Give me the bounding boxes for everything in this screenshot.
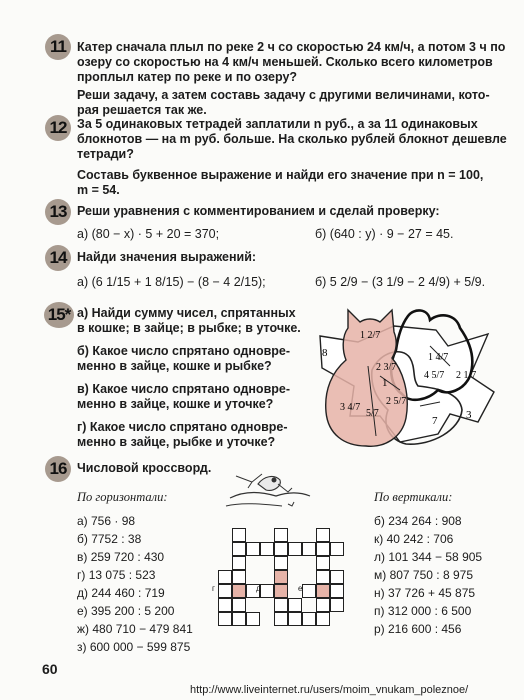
crossword-cell[interactable] [330,570,344,584]
crossword-cell[interactable] [232,556,246,570]
hidden-numbers-animals-illustration [310,306,506,454]
crossword-cell[interactable] [232,570,246,584]
task-number-badge-12: 12 [45,115,71,141]
vertical-clues-list [374,512,482,638]
task-number-badge-15: 15* [44,302,74,328]
hidden-number-4-5-7: 4 5/7 [424,370,445,381]
task-12-line-4: Составь буквенное выражение и найди его значение при n = 100, [77,168,484,182]
task-14-line-1: Найди значения выражений: [77,250,257,264]
vertical-clue-r: р) 216 600 : 456 [374,622,462,636]
task-13-equation-b: б) (640 : y) · 9 − 27 = 45. [315,227,454,241]
crossword-cell-shaded[interactable] [274,570,288,584]
horizontal-clue-d: д) 244 460 : 719 [77,586,165,600]
bird-illustration [222,462,314,514]
vertical-clue-p: п) 312 000 : 6 500 [374,604,472,618]
task-number-badge-13: 13 [45,199,71,225]
crossword-cell[interactable] [218,584,232,598]
vertical-clue-b: б) 234 264 : 908 [374,514,462,528]
vertical-clue-m: м) 807 750 : 8 975 [374,568,473,582]
hidden-number-3: 3 [466,409,472,421]
page-number: 60 [42,661,58,677]
task-13-equation-a: а) (80 − x) · 5 + 20 = 370; [77,227,220,241]
source-url: http://www.liveinternet.ru/users/moim_vnukam_poleznoe/ [190,684,469,696]
crossword-letter-g: г [212,584,215,593]
horizontal-clue-a: а) 756 · 98 [77,514,136,528]
crossword-cell[interactable] [316,528,330,542]
crossword-cell[interactable] [246,612,260,626]
crossword-cell[interactable] [316,612,330,626]
task-11-line-5: рая решается так же. [77,103,207,117]
crossword-cell[interactable] [316,542,330,556]
crossword-cell[interactable] [274,612,288,626]
task-15-question-c-line-2: менно в зайце, кошке и уточке? [77,397,274,411]
task-15-question-a-line-2: в кошке; в зайце; в рыбке; в уточке. [77,321,301,335]
crossword-cell[interactable] [288,542,302,556]
crossword-cell[interactable] [232,542,246,556]
task-11-line-2: озеру со скоростью на 4 км/ч меньшей. Сколько всего километров [77,55,493,69]
crossword-cell[interactable] [232,612,246,626]
crossword-cell[interactable] [288,612,302,626]
crossword-letter-e: е [298,584,303,593]
horizontal-clues-list [77,512,193,656]
crossword-cell[interactable] [330,598,344,612]
crossword-cell[interactable] [302,542,316,556]
task-14-expression-a: а) (6 1/15 + 1 8/15) − (8 − 4 2/15); [77,275,266,289]
hidden-number-2-3-7: 2 3/7 [376,362,397,373]
crossword-cell[interactable] [302,584,316,598]
crossword-cell[interactable] [260,584,274,598]
task-12-line-1: За 5 одинаковых тетрадей заплатили n руб., а за 11 одинаковых [77,117,478,131]
hidden-number-5-7: 5/7 [366,408,379,419]
hidden-number-7: 7 [432,415,438,427]
crossword-cell[interactable] [218,570,232,584]
horizontal-clue-z: з) 600 000 − 599 875 [77,640,191,654]
crossword-cell[interactable] [260,542,274,556]
task-15-question-d-line-1: г) Какое число спрятано одновре- [77,420,288,434]
crossword-cell[interactable] [316,598,330,612]
horizontal-clue-b: б) 7752 : 38 [77,532,142,546]
hidden-number-3-4-7: 3 4/7 [340,402,361,413]
task-13-line-1: Реши уравнения с комментированием и сделай проверку: [77,204,440,218]
crossword-cell[interactable] [288,598,302,612]
crossword-cell[interactable] [232,528,246,542]
crossword-cell[interactable] [302,612,316,626]
task-12-line-5: m = 54. [77,183,120,197]
crossword-cell[interactable] [330,542,344,556]
task-15-question-b-line-2: менно в зайце, кошке и рыбке? [77,359,272,373]
crossword-cell[interactable] [274,528,288,542]
task-15-question-d-line-2: менно в зайце, рыбке и уточке? [77,435,276,449]
hidden-number-1: 1 [382,377,388,389]
hidden-number-1-2-7: 1 2/7 [360,330,381,341]
task-15-question-b-line-1: б) Какое число спрятано одновре- [77,344,291,358]
hidden-number-2-5-7: 2 5/7 [386,396,407,407]
crossword-cell[interactable] [274,542,288,556]
crossword-cell[interactable] [218,612,232,626]
task-15-question-c-line-1: в) Какое число спрятано одновре- [77,382,291,396]
crossword-cell[interactable] [330,584,344,598]
crossword-cell-shaded[interactable] [232,584,246,598]
task-number-badge-16: 16 [45,456,71,482]
crossword-cell[interactable] [316,556,330,570]
horizontal-clue-v: в) 259 720 : 430 [77,550,165,564]
task-15-question-a-line-1: а) Найди сумму чисел, спрятанных [77,306,296,320]
crossword-cell[interactable] [232,598,246,612]
vertical-clue-l: л) 101 344 − 58 905 [374,550,483,564]
task-number-badge-11: 11 [45,34,71,60]
task-14-expression-b: б) 5 2/9 − (3 1/9 − 2 4/9) + 5/9. [315,275,486,289]
horizontal-clues-heading: По горизонтали: [77,490,168,504]
task-12-line-3: тетради? [77,147,134,161]
crossword-cell-shaded[interactable] [274,584,288,598]
task-number-badge-14: 14 [45,245,71,271]
horizontal-clue-zh: ж) 480 710 − 479 841 [77,622,193,636]
horizontal-clue-g: г) 13 075 : 523 [77,568,156,582]
task-16-title: Числовой кроссворд. [77,461,212,475]
task-11-line-1: Катер сначала плыл по реке 2 ч со скоростью 24 км/ч, а потом 3 ч по [77,40,506,54]
crossword-letter-d: д [256,584,261,593]
crossword-cell[interactable] [274,598,288,612]
task-11-line-4: Реши задачу, а затем составь задачу с другими величинами, кото- [77,88,490,102]
horizontal-clue-e: е) 395 200 : 5 200 [77,604,175,618]
hidden-number-8: 8 [322,347,328,359]
crossword-cell-shaded[interactable] [316,584,330,598]
crossword-cell[interactable] [246,542,260,556]
hidden-number-2-1-7: 2 1/7 [456,370,477,381]
hidden-number-1-4-7: 1 4/7 [428,352,449,363]
vertical-clues-heading: По вертикали: [374,490,453,504]
crossword-cell[interactable] [218,598,232,612]
task-11-line-3: проплыл катер по реке и по озеру? [77,70,298,84]
crossword-cell[interactable] [274,556,288,570]
task-12-line-2: блокнотов — на m руб. больше. На сколько рублей блокнот дешевле [77,132,507,146]
crossword-grid [212,528,358,640]
crossword-cell[interactable] [316,570,330,584]
vertical-clue-n: н) 37 726 + 45 875 [374,586,476,600]
vertical-clue-k: к) 40 242 : 706 [374,532,454,546]
